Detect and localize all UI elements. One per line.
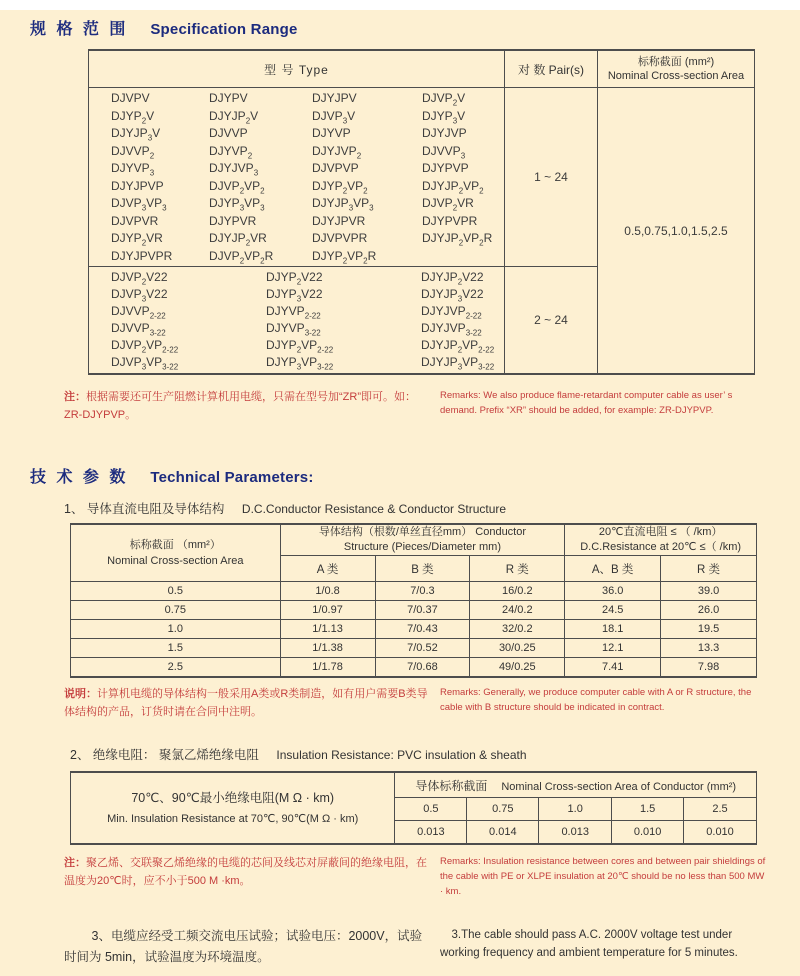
table1-cell: 0.5 <box>71 582 281 601</box>
cable-model-type: $DJVP_2VP_2$ <box>209 178 265 195</box>
t2-header-row <box>71 772 757 798</box>
model-row <box>111 196 504 214</box>
cable-model-type: $DJVP_2V22$ <box>111 270 168 287</box>
pairs-value-group2: 2 ~ 24 <box>534 313 568 327</box>
cable-model-type: $DJYJVP_2$ <box>312 143 362 160</box>
cable-model-type: $DJVVP_3$ <box>422 143 466 160</box>
structure-remark <box>64 686 800 721</box>
table1-cell: 7/0.37 <box>375 601 470 620</box>
spec-remark <box>64 389 800 424</box>
t2-cross-section-cell: 2.5 <box>684 798 757 821</box>
table1-row <box>71 658 757 678</box>
table1-cell: 1.0 <box>71 620 281 639</box>
cable-model-type: DJVPVP <box>312 161 359 175</box>
model-row <box>111 91 504 109</box>
t1-area-header <box>71 524 281 582</box>
table1-cell: 1/1.78 <box>280 658 375 678</box>
table1-row <box>71 601 757 620</box>
cable-model-type: $DJYJP_3VP_{3-22}$ <box>421 355 495 372</box>
item1-heading <box>64 499 800 517</box>
model-group-2 <box>89 267 504 373</box>
table1-cell: 1/1.38 <box>280 639 375 658</box>
cable-model-type: DJVPVPR <box>312 231 368 245</box>
model-row <box>111 287 504 304</box>
item2-heading-en: Insulation Resistance: PVC insulation & sheath <box>276 748 527 763</box>
cable-model-type: DJYPVR <box>209 213 257 228</box>
cable-model-type: $DJVP_3V22$ <box>111 287 168 304</box>
model-row <box>111 179 504 197</box>
table1-cell: 2.5 <box>71 658 281 678</box>
table1-cell: 12.1 <box>565 639 661 658</box>
model-row <box>111 144 504 162</box>
cable-model-type: $DJYJVP_{2-22}$ <box>421 304 482 321</box>
table1-cell: 1.5 <box>71 639 281 658</box>
cable-model-type <box>422 249 505 267</box>
cable-model-type: $DJYJP_2VR$ <box>209 231 267 248</box>
cable-model-type: $DJYP_2VP_2R$ <box>312 248 377 265</box>
model-row <box>111 109 504 127</box>
t1-subheader-b: B 类 <box>375 556 470 582</box>
tech-params-title <box>30 464 800 487</box>
table1-cell: 7/0.68 <box>375 658 470 678</box>
table1-cell: 36.0 <box>565 582 661 601</box>
spec-remark-zh <box>64 389 430 424</box>
t1-subheader-r2: R 类 <box>661 556 757 582</box>
cable-model-type: $DJYJVP_{3-22}$ <box>421 321 482 338</box>
spec-table-header <box>89 51 754 88</box>
resistance-structure-table <box>70 523 757 678</box>
cable-model-type: $DJVP_2VP_2R$ <box>209 248 274 265</box>
cable-model-type: $DJYP_3V$ <box>422 108 466 125</box>
pairs-value-group1: 1 ~ 24 <box>505 88 597 267</box>
cable-model-type: $DJYP_2VP_{2-22}$ <box>266 338 334 355</box>
cable-model-type: DJVPVR <box>111 213 159 228</box>
model-row <box>111 355 504 372</box>
model-row <box>111 126 504 144</box>
cable-model-type: DJYPVP <box>422 161 469 175</box>
cable-model-type: DJYJVP <box>422 126 467 140</box>
t1-subheader-r: R 类 <box>470 556 565 582</box>
cable-model-type: DJYJPV <box>312 91 357 105</box>
t1-area-header-zh: 标称截面 （mm²） <box>129 538 221 551</box>
cable-model-type: $DJYP_3VP_3$ <box>209 196 265 213</box>
t2-area-header-en: Nominal Cross-section Area of Conductor (mm²) <box>501 780 737 793</box>
t1-subheader-a: A 类 <box>280 556 375 582</box>
spec-remark-zh-text: 根据需要还可生产阻燃计算机用电缆，只需在型号加“ZR”即可。如：ZR-DJYPVP。 <box>64 391 416 421</box>
spec-range-table <box>88 49 755 375</box>
t2-cross-section-cell: 1.0 <box>539 798 612 821</box>
insulation-resistance-table <box>70 771 757 845</box>
t1-resistance-header <box>565 524 757 556</box>
model-row <box>111 270 504 287</box>
cable-model-type: $DJVP_3VP_{3-22}$ <box>111 355 179 372</box>
t1-structure-header <box>280 524 565 556</box>
cable-model-type: $DJYJP_3V22$ <box>421 287 484 304</box>
table1-cell: 7/0.3 <box>375 582 470 601</box>
t2-left-header <box>71 772 395 844</box>
tech-params-title-en: Technical Parameters: <box>150 469 314 487</box>
cable-model-type: $DJYP_2V22$ <box>266 270 323 287</box>
area-header-zh: 标称截面 (mm²) <box>637 55 715 68</box>
item1-heading-zh: 1、 导体直流电阻及导体结构 <box>64 502 225 517</box>
t1-structure-header-en: Structure (Pieces/Diameter mm) <box>343 541 501 554</box>
t1-subheader-ab: A、B 类 <box>565 556 661 582</box>
spec-table-body <box>89 88 754 373</box>
spec-range-title-en: Specification Range <box>150 21 298 38</box>
table1-cell: 16/0.2 <box>470 582 565 601</box>
cable-model-type: $DJYVP_3$ <box>111 161 155 178</box>
spec-range-title <box>30 16 800 39</box>
cable-model-type: $DJVP_3VP_3$ <box>111 196 167 213</box>
insulation-remark-zh-text: 聚乙烯、交联聚乙烯绝缘的电缆的芯间及线芯对屏蔽间的绝缘电阻，在温度为20℃时，应不小于500 M ·km。 <box>64 857 427 887</box>
pairs-column <box>505 88 598 373</box>
table1-cell: 32/0.2 <box>470 620 565 639</box>
insulation-remark-zh-label: 注： <box>64 857 86 870</box>
model-row <box>111 304 504 321</box>
t2-cross-section-cell: 0.5 <box>395 798 467 821</box>
model-row <box>111 231 504 249</box>
t2-value-cell: 0.013 <box>395 821 467 845</box>
table1-cell: 1/0.8 <box>280 582 375 601</box>
model-group-1 <box>89 88 504 267</box>
insulation-remark-en: Remarks: Insulation resistance between cores and between pair shieldings of the cable with PE or XLPE insulation at 20℃ should be no less than 500 MW · km. <box>440 856 766 897</box>
table1-cell: 7.41 <box>565 658 661 678</box>
cable-model-type: $DJYP_2VR$ <box>111 231 163 248</box>
cable-model-type: DJYVP <box>312 126 351 140</box>
cable-model-type: $DJYVP_{2-22}$ <box>266 304 321 321</box>
model-row <box>111 249 504 267</box>
model-row <box>111 214 504 232</box>
table1-cell: 19.5 <box>661 620 757 639</box>
table1-cell: 13.3 <box>661 639 757 658</box>
table1-cell: 0.75 <box>71 601 281 620</box>
model-row <box>111 321 504 338</box>
cable-model-type: $DJVVP_2$ <box>111 143 155 160</box>
spec-range-title-zh: 规 格 范 围 <box>30 21 129 38</box>
t1-resistance-header-en: D.C.Resistance at 20℃ ≤（ /km) <box>580 541 742 554</box>
item3-en: 3.The cable should pass A.C. 2000V voltage test under working frequency and ambient temperature for 5 minutes. <box>440 928 738 959</box>
table1-cell: 24.5 <box>565 601 661 620</box>
cable-model-type: $DJYJP_2V$ <box>209 108 259 125</box>
t2-value-cell: 0.010 <box>612 821 684 845</box>
t2-area-header-zh: 导体标称截面 <box>415 778 488 793</box>
t2-cross-section-cell: 1.5 <box>612 798 684 821</box>
table1-cell: 39.0 <box>661 582 757 601</box>
cable-model-type: $DJVP_3V$ <box>312 108 356 125</box>
table1-cell: 18.1 <box>565 620 661 639</box>
structure-remark-zh-label: 说明： <box>64 688 97 701</box>
t2-value-cell: 0.010 <box>684 821 757 845</box>
table1-cell: 7/0.43 <box>375 620 470 639</box>
t2-cross-section-cell: 0.75 <box>467 798 539 821</box>
cable-model-type: $DJYVP_{3-22}$ <box>266 321 321 338</box>
table1-row <box>71 639 757 658</box>
cable-model-type: DJYJPVP <box>111 178 164 193</box>
cable-model-type: $DJYP_3VP_{3-22}$ <box>266 355 334 372</box>
table1-cell: 7/0.52 <box>375 639 470 658</box>
cable-model-type: $DJYJP_2VP_{2-22}$ <box>421 338 495 355</box>
cable-model-type: $DJYP_2V$ <box>111 108 155 125</box>
cable-model-type: $DJYJP_3V$ <box>111 126 161 143</box>
t2-left-header-en: Min. Insulation Resistance at 70℃, 90℃(M Ω · km) <box>107 812 359 825</box>
item3-paragraph <box>64 926 800 970</box>
cable-model-type: $DJVP_2VP_{2-22}$ <box>111 338 179 355</box>
cable-model-type: $DJYJP_2V22$ <box>421 270 484 287</box>
cable-model-type: $DJVP_2VR$ <box>422 196 474 213</box>
table1-cell: 30/0.25 <box>470 639 565 658</box>
table1-row <box>71 620 757 639</box>
cable-model-type: DJYJPVPR <box>111 248 173 263</box>
t2-value-cell: 0.013 <box>539 821 612 845</box>
area-value: 0.5,0.75,1.0,1.5,2.5 <box>624 223 728 238</box>
model-row <box>111 338 504 355</box>
spec-remark-zh-label: 注： <box>64 391 86 403</box>
cable-model-type: $DJYP_3V22$ <box>266 287 323 304</box>
t2-left-header-zh: 70℃、90℃最小绝缘电阻(M Ω · km) <box>131 791 335 806</box>
table1-cell: 1/1.13 <box>280 620 375 639</box>
item3-zh: 3、电缆应经受工频交流电压试验；试验电压：2000V，试验时间为 5min，试验温度为环境温度。 <box>64 928 423 965</box>
cable-model-type: DJYPV <box>209 91 248 105</box>
cable-model-type: DJYPVPR <box>422 213 478 228</box>
area-header-en: Nominal Cross-section Area <box>607 70 745 82</box>
item2-heading <box>70 745 800 763</box>
t2-value-cell: 0.014 <box>467 821 539 845</box>
cable-model-type: DJVPV <box>111 91 150 105</box>
item1-heading-en: D.C.Conductor Resistance & Conductor Structure <box>241 502 507 517</box>
structure-remark-zh <box>64 686 430 721</box>
table1-cell: 7.98 <box>661 658 757 678</box>
insulation-remark <box>64 855 800 899</box>
page-top-strip <box>0 0 800 10</box>
t1-area-header-en: Nominal Cross-section Area <box>107 555 244 568</box>
cable-model-type: $DJVVP_{3-22}$ <box>111 321 166 338</box>
cable-model-type: $DJYJP_3VP_3$ <box>312 196 374 213</box>
t1-resistance-header-zh: 20℃直流电阻 ≤ （ /km） <box>598 526 723 539</box>
model-row <box>111 161 504 179</box>
item2-heading-zh: 2、 绝缘电阻： 聚氯乙烯绝缘电阻 <box>70 748 259 763</box>
pairs-column-header: 对 数 Pair(s) <box>505 51 598 87</box>
cable-model-type: $DJYJVP_3$ <box>209 161 259 178</box>
t1-group-header-row <box>71 524 757 556</box>
cable-model-type: $DJYP_2VP_2$ <box>312 178 368 195</box>
type-column <box>89 88 505 373</box>
t1-structure-header-zh: 导体结构（根数/单丝直径mm） Conductor <box>318 526 527 539</box>
cable-model-type: $DJVP_2V$ <box>422 91 466 108</box>
cable-model-type: $DJYJP_2VP_2R$ <box>422 231 493 248</box>
insulation-remark-zh <box>64 855 430 899</box>
table1-cell: 49/0.25 <box>470 658 565 678</box>
cable-model-type: DJVVP <box>209 126 248 140</box>
area-column-header <box>598 51 754 87</box>
type-column-header: 型 号 Type <box>89 51 505 87</box>
cable-model-type: DJYJPVR <box>312 213 366 228</box>
table1-cell: 24/0.2 <box>470 601 565 620</box>
tech-params-title-zh: 技 术 参 数 <box>30 469 129 487</box>
table1-cell: 1/0.97 <box>280 601 375 620</box>
structure-remark-zh-text: 计算机电缆的导体结构一般采用A类或R类制造，如有用户需要B类导体结构的产品，订货时请在合同中注明。 <box>64 688 428 718</box>
table1-row <box>71 582 757 601</box>
table1-cell: 26.0 <box>661 601 757 620</box>
cable-model-type: $DJYJP_2VP_2$ <box>422 178 484 195</box>
cable-model-type: $DJYVP_2$ <box>209 143 253 160</box>
t2-area-header <box>395 772 757 798</box>
cable-model-type: $DJVVP_{2-22}$ <box>111 304 166 321</box>
spec-remark-en: Remarks: We also produce flame-retardant computer cable as user’ s demand. Prefix “XR” should be added, for example: ZR-DJYPVP. <box>440 390 733 416</box>
structure-remark-en: Remarks: Generally, we produce computer cable with A or R structure, the cable with B structure should be indicated in contract. <box>440 687 752 713</box>
